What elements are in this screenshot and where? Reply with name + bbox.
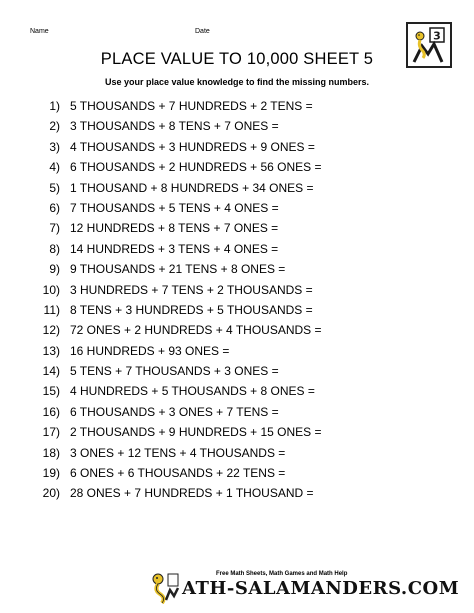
question-number: 8): [49, 241, 60, 256]
grade-number: 3: [433, 29, 441, 43]
question-text: 6 THOUSANDS + 2 HUNDREDS + 56 ONES =: [70, 160, 322, 175]
question-text: 4 HUNDREDS + 5 THOUSANDS + 8 ONES =: [70, 384, 315, 399]
question-text: 6 THOUSANDS + 3 ONES + 7 TENS =: [70, 404, 279, 419]
question-number: 5): [49, 180, 60, 195]
question-number: 3): [49, 139, 60, 154]
question-text: 2 THOUSANDS + 9 HUNDREDS + 15 ONES =: [70, 425, 322, 440]
question-text: 5 TENS + 7 THOUSANDS + 3 ONES =: [70, 364, 279, 379]
question-row: [0, 361, 474, 381]
instructions: Use your place value knowledge to find the missing numbers.: [104, 77, 370, 87]
question-text: 7 THOUSANDS + 5 TENS + 4 ONES =: [70, 200, 279, 215]
question-text: 16 HUNDREDS + 93 ONES =: [70, 343, 230, 358]
question-row: [0, 178, 474, 198]
question-number: 2): [49, 119, 60, 134]
question-number: 6): [49, 200, 60, 215]
question-text: 6 ONES + 6 THOUSANDS + 22 TENS =: [70, 466, 286, 481]
footer-tagline: Free Math Sheets, Math Games and Math Help: [216, 571, 348, 577]
question-row: [0, 157, 474, 177]
question-text: 8 TENS + 3 HUNDREDS + 5 THOUSANDS =: [70, 302, 313, 317]
question-row: [0, 259, 474, 279]
question-row: [0, 463, 474, 483]
question-number: 12): [42, 323, 60, 338]
footer-brand-text[interactable]: ATH-SALAMANDERS.COM: [182, 578, 460, 599]
question-list: [0, 96, 474, 504]
question-number: 1): [49, 99, 60, 113]
question-row: [0, 320, 474, 340]
question-row: [0, 239, 474, 259]
salamander-mascot-icon: [148, 570, 182, 604]
question-row: [0, 483, 474, 503]
question-number: 14): [42, 364, 60, 379]
question-number: 4): [49, 160, 60, 175]
question-number: 11): [43, 302, 60, 317]
question-row: [0, 402, 474, 422]
question-number: 20): [42, 486, 60, 501]
question-text: 28 ONES + 7 HUNDREDS + 1 THOUSAND =: [70, 486, 314, 501]
question-number: 19): [42, 466, 60, 481]
question-text: 9 THOUSANDS + 21 TENS + 8 ONES =: [70, 262, 286, 277]
question-text: 12 HUNDREDS + 8 TENS + 7 ONES =: [70, 221, 279, 236]
question-text: 3 THOUSANDS + 8 TENS + 7 ONES =: [70, 119, 279, 134]
question-number: 9): [49, 262, 60, 277]
question-text: 14 HUNDREDS + 3 TENS + 4 ONES =: [70, 241, 279, 256]
question-row: [0, 218, 474, 238]
question-number: 7): [49, 221, 60, 236]
question-text: 5 THOUSANDS + 7 HUNDREDS + 2 TENS =: [70, 99, 313, 113]
question-row: [0, 300, 474, 320]
page-title: PLACE VALUE TO 10,000 SHEET 5: [100, 50, 374, 68]
question-text: 3 ONES + 12 TENS + 4 THOUSANDS =: [70, 445, 286, 460]
question-number: 10): [42, 282, 60, 297]
question-row: [0, 96, 474, 116]
question-number: 16): [42, 404, 60, 419]
question-text: 3 HUNDREDS + 7 TENS + 2 THOUSANDS =: [70, 282, 313, 297]
question-text: 72 ONES + 2 HUNDREDS + 4 THOUSANDS =: [70, 323, 322, 338]
question-text: 1 THOUSAND + 8 HUNDREDS + 34 ONES =: [70, 180, 314, 195]
date-label: Date: [195, 28, 210, 35]
question-row: [0, 341, 474, 361]
question-number: 17): [42, 425, 60, 440]
question-row: [0, 198, 474, 218]
question-row: [0, 381, 474, 401]
question-row: [0, 137, 474, 157]
question-row: [0, 280, 474, 300]
question-row: [0, 443, 474, 463]
question-number: 15): [42, 384, 60, 399]
name-label: Name: [30, 28, 49, 35]
question-row: [0, 116, 474, 136]
question-number: 13): [42, 343, 60, 358]
question-text: 4 THOUSANDS + 3 HUNDREDS + 9 ONES =: [70, 139, 315, 154]
footer-logo[interactable]: [120, 566, 460, 606]
question-number: 18): [42, 445, 60, 460]
question-row: [0, 422, 474, 442]
